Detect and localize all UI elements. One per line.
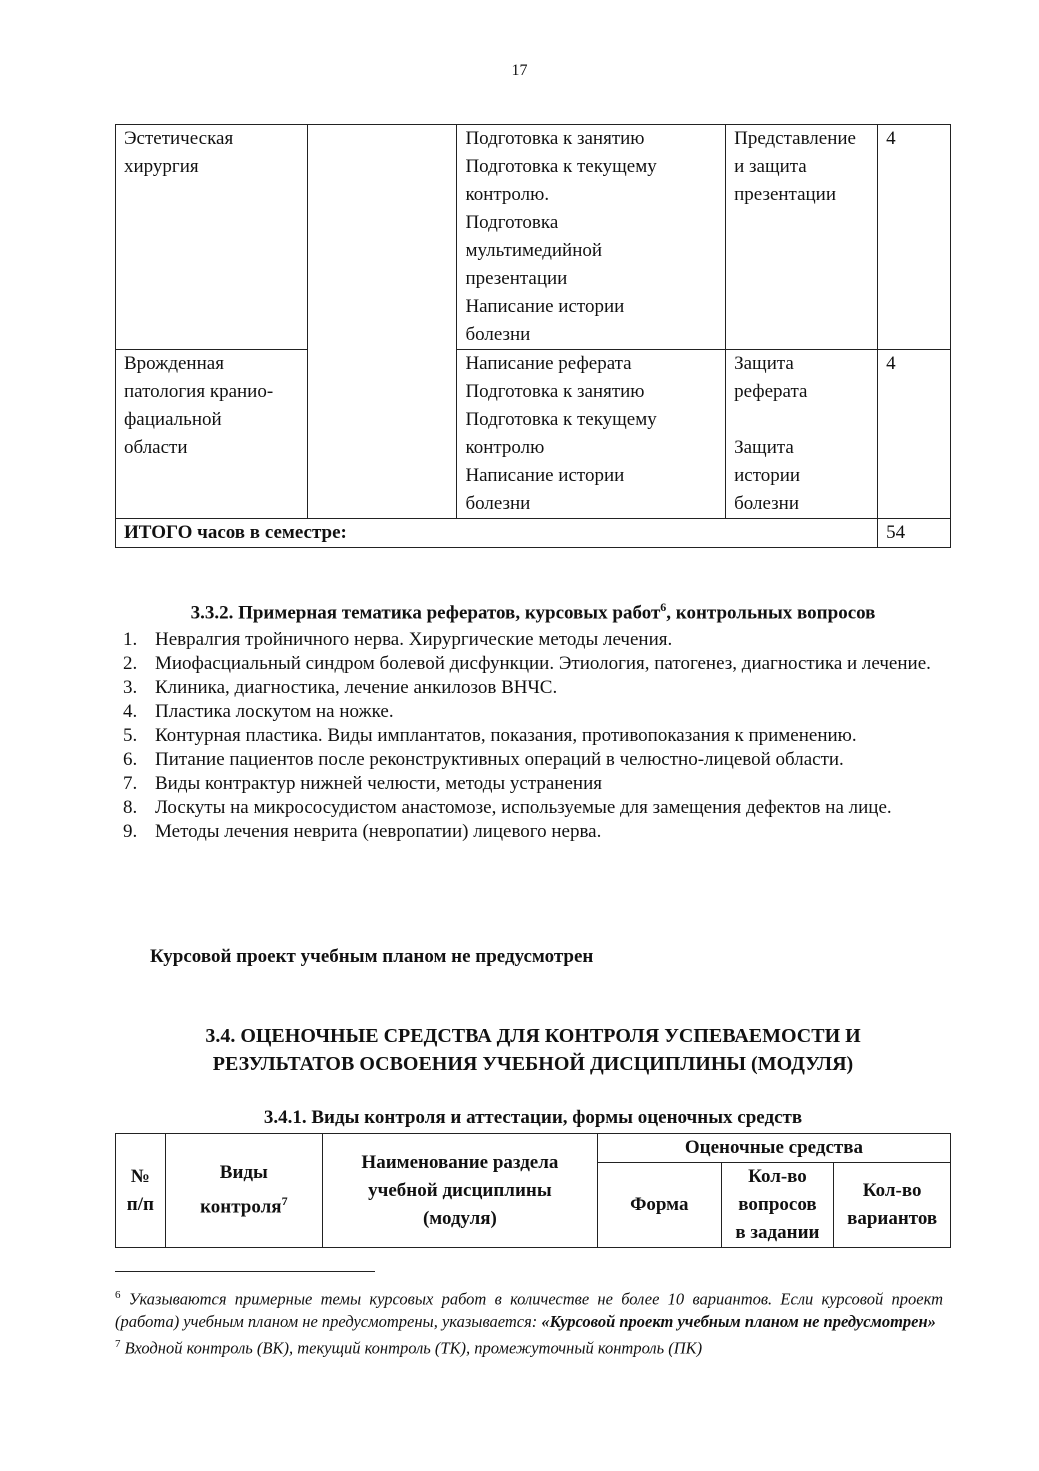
footnote-text: Входной контроль (ВК), текущий контроль (ТК), промежуточный контроль (ПК) bbox=[124, 1338, 703, 1357]
cell-text: Эстетическая bbox=[124, 128, 234, 149]
course-project-note: Курсовой проект учебным планом не предусмотрен bbox=[150, 946, 594, 967]
header-text: вопросов bbox=[738, 1194, 817, 1215]
list-item bbox=[115, 772, 951, 796]
cell-text: реферата bbox=[734, 381, 808, 402]
footnote-7 bbox=[115, 1333, 943, 1360]
cell-text: Подготовка к занятию bbox=[465, 381, 645, 402]
section-name-cell bbox=[116, 350, 308, 519]
item-number: 6. bbox=[123, 749, 138, 770]
cell-text: презентации bbox=[465, 268, 568, 289]
item-text: Миофасциальный синдром болевой дисфункции. Этиология, патогенез, диагностика и лечение. bbox=[155, 653, 931, 674]
hours-cell: 4 bbox=[878, 125, 951, 350]
topics-list bbox=[115, 628, 951, 844]
header-question-count bbox=[721, 1163, 834, 1248]
item-number: 1. bbox=[123, 629, 138, 650]
table-row bbox=[116, 350, 951, 519]
cell-text: Подготовка к текущему bbox=[465, 409, 657, 430]
footnote-divider bbox=[115, 1271, 375, 1272]
heading-text: 3.3.2. Примерная тематика рефератов, курсовых работ bbox=[190, 602, 661, 624]
cell-text: фациальной bbox=[124, 409, 222, 430]
control-form-cell bbox=[726, 125, 878, 350]
header-text: Кол-во bbox=[748, 1166, 807, 1187]
header-text: № bbox=[130, 1165, 150, 1187]
header-text: (модуля) bbox=[422, 1207, 497, 1229]
item-text: Методы лечения неврита (невропатии) лицевого нерва. bbox=[155, 821, 602, 842]
control-form-cell bbox=[726, 350, 878, 519]
total-value: 54 bbox=[878, 519, 951, 548]
list-item bbox=[115, 652, 951, 676]
cell-text: Врожденная bbox=[124, 353, 224, 374]
item-text: Клиника, диагностика, лечение анкилозов ВНЧС. bbox=[155, 677, 558, 698]
cell-text: Представление bbox=[734, 128, 856, 149]
item-number: 9. bbox=[123, 821, 138, 842]
item-number: 3. bbox=[123, 677, 138, 698]
list-item bbox=[115, 748, 951, 772]
cell-text: болезни bbox=[734, 493, 800, 514]
cell-text: Подготовка к текущему bbox=[465, 156, 657, 177]
footnote-ref[interactable]: 6 bbox=[660, 600, 667, 614]
footnote-bold-text: «Курсовой проект учебным планом не предусмотрен» bbox=[541, 1311, 936, 1331]
item-number: 2. bbox=[123, 653, 138, 674]
header-text: п/п bbox=[126, 1193, 154, 1215]
footnote-ref[interactable]: 7 bbox=[281, 1194, 288, 1209]
cell-text: Защита bbox=[734, 353, 794, 374]
cell-text: презентации bbox=[734, 184, 837, 205]
header-text: в задании bbox=[735, 1222, 820, 1243]
section-332-heading bbox=[115, 600, 951, 624]
item-number: 7. bbox=[123, 773, 138, 794]
page-number: 17 bbox=[511, 62, 528, 79]
footnote-number: 7 bbox=[115, 1337, 121, 1350]
header-text: Виды bbox=[219, 1162, 268, 1184]
cell-text: Написание истории bbox=[465, 465, 625, 486]
cell-text: области bbox=[124, 437, 188, 458]
cell-text: Подготовка bbox=[465, 212, 559, 233]
header-text: Наименование раздела bbox=[361, 1151, 559, 1173]
header-form: Форма bbox=[597, 1163, 721, 1248]
work-type-cell bbox=[457, 350, 726, 519]
header-text: вариантов bbox=[847, 1208, 938, 1229]
self-study-table bbox=[115, 124, 951, 548]
cell-text: хирургия bbox=[124, 156, 199, 177]
header-section-name bbox=[322, 1134, 597, 1248]
heading-line: РЕЗУЛЬТАТОВ ОСВОЕНИЯ УЧЕБНОЙ ДИСЦИПЛИНЫ (МОДУЛЯ) bbox=[212, 1053, 854, 1075]
header-text: Кол-во bbox=[862, 1180, 922, 1201]
list-item bbox=[115, 724, 951, 748]
cell-text: Подготовка к занятию bbox=[465, 128, 645, 149]
table-row bbox=[116, 125, 951, 350]
header-variant-count bbox=[834, 1163, 951, 1248]
section-34-heading bbox=[115, 1022, 951, 1078]
heading-text: , контрольных вопросов bbox=[666, 602, 876, 624]
section-341-heading: 3.4.1. Виды контроля и аттестации, формы оценочных средств bbox=[263, 1107, 803, 1128]
total-label: ИТОГО часов в семестре: bbox=[116, 519, 878, 548]
header-num bbox=[116, 1134, 166, 1248]
list-item bbox=[115, 628, 951, 652]
header-text: контроля bbox=[200, 1196, 282, 1218]
semester-cell bbox=[307, 125, 457, 519]
footnote-6 bbox=[115, 1284, 943, 1333]
work-type-cell bbox=[457, 125, 726, 350]
cell-text: Написание реферата bbox=[465, 353, 632, 374]
item-number: 4. bbox=[123, 701, 138, 722]
item-number: 5. bbox=[123, 725, 138, 746]
heading-line: 3.4. ОЦЕНОЧНЫЕ СРЕДСТВА ДЛЯ КОНТРОЛЯ УСПЕВАЕМОСТИ И bbox=[205, 1025, 861, 1047]
blank-line bbox=[734, 406, 869, 434]
hours-cell: 4 bbox=[878, 350, 951, 519]
total-row bbox=[116, 519, 951, 548]
list-item bbox=[115, 820, 951, 844]
item-text: Контурная пластика. Виды имплантатов, показания, противопоказания к применению. bbox=[155, 725, 857, 746]
cell-text: болезни bbox=[465, 493, 531, 514]
item-text: Невралгия тройничного нерва. Хирургические методы лечения. bbox=[155, 629, 673, 650]
cell-text: мультимедийной bbox=[465, 240, 603, 261]
cell-text: Защита bbox=[734, 437, 794, 458]
assessment-table bbox=[115, 1133, 951, 1248]
list-item bbox=[115, 700, 951, 724]
footnote-number: 6 bbox=[115, 1289, 121, 1301]
section-name-cell bbox=[116, 125, 308, 350]
header-row bbox=[116, 1134, 951, 1163]
footnotes bbox=[115, 1284, 943, 1359]
cell-text: и защита bbox=[734, 156, 807, 177]
item-text: Питание пациентов после реконструктивных операций в челюстно-лицевой области. bbox=[155, 749, 844, 770]
cell-text: Написание истории bbox=[465, 296, 625, 317]
cell-text: контролю. bbox=[465, 184, 550, 205]
header-control-type bbox=[165, 1134, 322, 1248]
list-item bbox=[115, 676, 951, 700]
item-text: Виды контрактур нижней челюсти, методы устранения bbox=[155, 773, 602, 794]
item-number: 8. bbox=[123, 797, 138, 818]
item-text: Лоскуты на микрососудистом анастомозе, используемые для замещения дефектов на лице. bbox=[155, 797, 892, 818]
list-item bbox=[115, 796, 951, 820]
item-text: Пластика лоскутом на ножке. bbox=[155, 701, 394, 722]
footnote-text: Указываются примерные темы курсовых работ в количестве не более 10 вариантов. Если курсовой проект (работа) учебным планом не предусмотрены, указывается: bbox=[115, 1289, 944, 1331]
cell-text: контролю bbox=[465, 437, 545, 458]
cell-text: истории bbox=[734, 465, 801, 486]
header-assessment-tools: Оценочные средства bbox=[597, 1134, 950, 1163]
header-text: учебной дисциплины bbox=[368, 1179, 552, 1201]
cell-text: болезни bbox=[465, 324, 531, 345]
cell-text: патология кранио- bbox=[124, 381, 274, 402]
